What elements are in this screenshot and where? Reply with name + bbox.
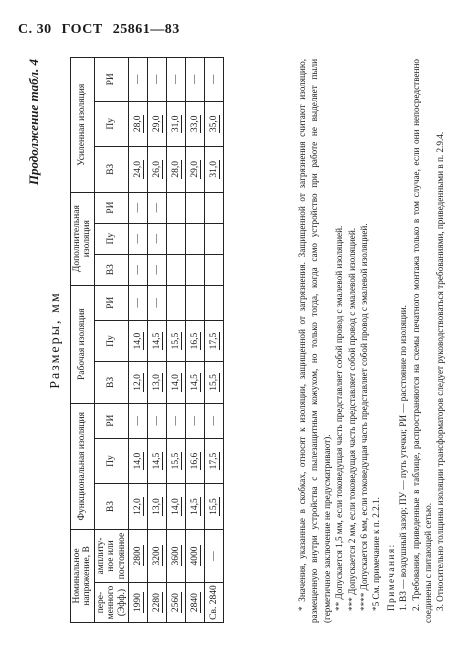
table-row: [167, 58, 186, 623]
group-additional: Дополнительная изоляция: [71, 192, 95, 285]
cell-value: [186, 223, 205, 254]
cell-rms: 2280: [151, 593, 162, 613]
cell-value: 17,5: [208, 452, 219, 470]
cell-value: 14,5: [189, 498, 200, 515]
cell-rms: 1990: [132, 593, 143, 613]
cell-value: —: [148, 254, 167, 285]
table-row: [148, 58, 167, 623]
cell-rms: 2840: [189, 593, 200, 613]
cell-value: —: [129, 58, 148, 102]
cell-value: 16,5: [189, 332, 200, 350]
cell-value: [167, 285, 186, 320]
cell-value: 31,0: [208, 161, 219, 178]
cell-value: 28,0: [132, 115, 143, 133]
group-reinforced: Усиленная изоляция: [71, 58, 95, 193]
sub-vz-reinforced: ВЗ: [94, 147, 128, 193]
note-2: 2. Требования, приведенные в таблице, распространяются на схемы печатного монтажа только в том случае, если они непосредственно соединены с питающей сетью.: [410, 59, 434, 623]
table-row: [129, 58, 148, 623]
cell-value: 14,0: [170, 374, 181, 391]
sub-vz-working: ВЗ: [94, 362, 128, 403]
table-footnotes: [296, 59, 447, 623]
cell-value: —: [205, 403, 224, 438]
group-functional: Функциональная изоляция: [71, 403, 95, 529]
cell-value: [205, 192, 224, 223]
footnote-5: *5 См. примечание к п. 2.2.1.: [371, 497, 382, 611]
sub-pu-working: Пу: [94, 320, 128, 361]
page-number: С. 30: [18, 22, 52, 37]
cell-value: [167, 223, 186, 254]
cell-value: 28,0: [170, 161, 181, 178]
cell-value: —: [148, 403, 167, 438]
cell-value: 16,6: [189, 452, 200, 470]
cell-ampl: 4000: [189, 546, 200, 566]
cell-value: [205, 223, 224, 254]
dimensions-table: [70, 57, 224, 623]
cell-value: —: [129, 223, 148, 254]
cell-value: 29,0: [189, 161, 200, 178]
cell-value: —: [129, 285, 148, 320]
cell-value: 24,0: [132, 161, 143, 178]
cell-value: [186, 254, 205, 285]
cell-value: 17,5: [208, 332, 219, 350]
sub-ri-working: РИ: [94, 285, 128, 320]
cell-value: 14,0: [132, 452, 143, 470]
sub-pu-additional: Пу: [94, 223, 128, 254]
cell-value: [167, 254, 186, 285]
rotated-table-block: [20, 55, 450, 625]
cell-value: 29,0: [151, 115, 162, 133]
cell-rms: 2560: [170, 593, 181, 613]
cell-value: 31,0: [170, 115, 181, 133]
cell-value: 35,0: [208, 115, 219, 133]
col-amplitude: амплиту- ное или постоянное: [94, 529, 128, 582]
cell-value: —: [129, 403, 148, 438]
cell-ampl: —: [205, 529, 224, 582]
sub-vz-functional: ВЗ: [94, 484, 128, 530]
cell-value: 14,5: [189, 374, 200, 391]
cell-value: [205, 285, 224, 320]
cell-value: —: [167, 403, 186, 438]
cell-ampl: 2800: [132, 546, 143, 566]
sub-pu-reinforced: Пу: [94, 101, 128, 147]
cell-value: 33,0: [189, 115, 200, 133]
table-caption: Размеры, мм: [48, 291, 63, 389]
cell-value: —: [129, 254, 148, 285]
note-1: 1. ВЗ — воздушный зазор; ПУ — путь утечки; РИ — расстояние по изоляции.: [398, 305, 409, 611]
cell-value: —: [205, 58, 224, 102]
cell-value: 12,0: [132, 498, 143, 515]
cell-ampl: 3200: [151, 546, 162, 566]
cell-value: 13,0: [151, 498, 162, 515]
cell-value: —: [148, 192, 167, 223]
cell-value: [167, 192, 186, 223]
sub-ri-reinforced: РИ: [94, 58, 128, 102]
cell-value: [186, 192, 205, 223]
footnote-2: ** Допускается 1,5 мм, если токоведущая часть представляет собой провод с эмалевой изоляцией.: [334, 225, 345, 611]
cell-value: —: [186, 403, 205, 438]
footnote-3: *** Допускается 2 мм, если токоведущая часть представляет собой провод с эмалевой изоляцией.: [346, 227, 357, 611]
cell-value: —: [129, 192, 148, 223]
cell-ampl: 3600: [170, 546, 181, 566]
standard-number: 25861—83: [112, 22, 180, 37]
group-working: Рабочая изоляция: [71, 285, 95, 403]
standard-label: ГОСТ: [61, 22, 103, 37]
cell-value: —: [148, 285, 167, 320]
table-row: [205, 58, 224, 623]
cell-value: 26,0: [151, 161, 162, 178]
cell-value: —: [148, 223, 167, 254]
cell-value: 15,5: [170, 332, 181, 350]
cell-rms: Св. 2840: [205, 583, 224, 623]
cell-value: 14,0: [132, 332, 143, 350]
cell-value: [205, 254, 224, 285]
cell-value: 14,5: [151, 332, 162, 350]
cell-value: —: [167, 58, 186, 102]
notes-heading: Примечания:: [385, 543, 396, 611]
footnote-1: * Значения, указанные в скобках, относят к изоляции, защищенной от загрязнения. Защищенной от загрязнения считают изоляцию, размещенную внутри устройства с пылезащитным кожухом, но только тогда, когда само устройство при работе не выделяет пыли (герметичное заключение не предусматривают).: [297, 59, 332, 623]
cell-value: 15,5: [208, 498, 219, 515]
sub-vz-additional: ВЗ: [94, 254, 128, 285]
page-header: [18, 22, 186, 38]
cell-value: [186, 285, 205, 320]
cell-value: 15,5: [208, 374, 219, 391]
col-nominal-voltage: Номинальное напряжение, В: [71, 529, 95, 622]
cell-value: —: [186, 58, 205, 102]
note-3: 3. Относительно толщины изоляции трансформаторов следует руководствоваться требованиями, приведенными в п. 2.9.4.: [435, 131, 446, 611]
cell-value: 15,5: [170, 452, 181, 470]
sub-ri-functional: РИ: [94, 403, 128, 438]
continuation-label: Продолжение табл. 4: [26, 59, 41, 186]
cell-value: 14,0: [170, 498, 181, 515]
cell-value: 14,5: [151, 452, 162, 470]
cell-value: 12,0: [132, 374, 143, 391]
cell-value: —: [148, 58, 167, 102]
sub-pu-functional: Пу: [94, 438, 128, 484]
sub-ri-additional: РИ: [94, 192, 128, 223]
cell-value: 13,0: [151, 374, 162, 391]
table-row: [186, 58, 205, 623]
col-rms: пере- менного (Эфф.): [94, 583, 128, 623]
footnote-4: **** Допускается 6 мм, если токоведущая часть представляет собой провод с эмалевой изоляцией.: [359, 223, 370, 611]
